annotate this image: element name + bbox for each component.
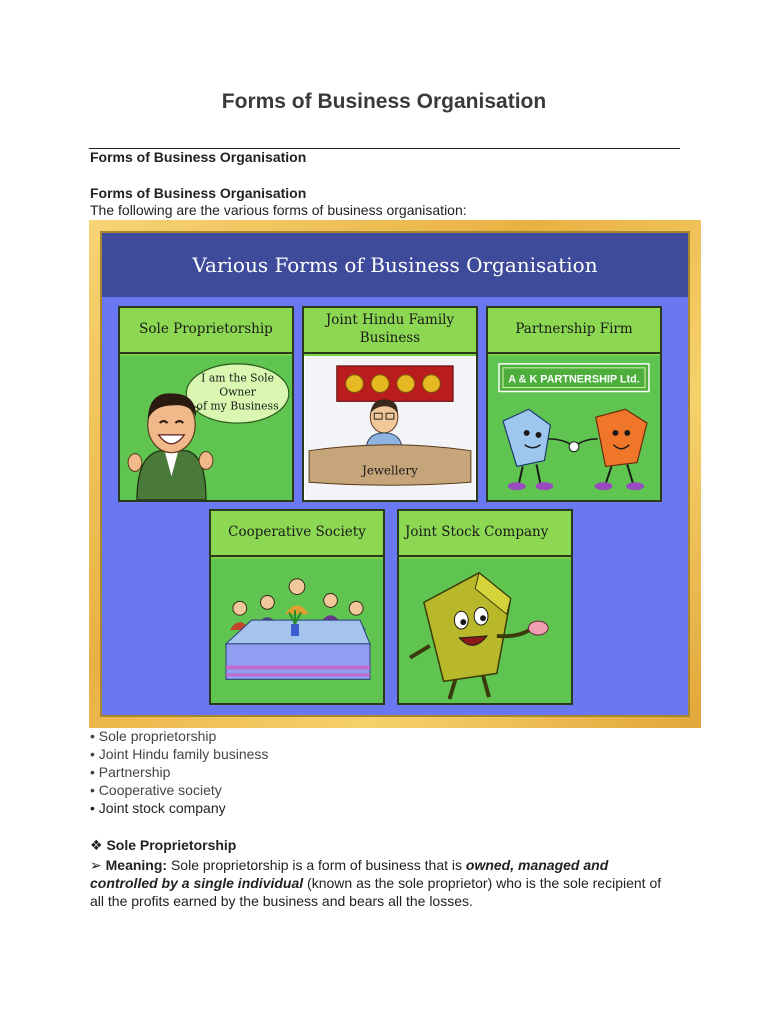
card-illustration [304,356,476,500]
speech-line-2: Owner [219,385,256,399]
card-title [304,308,476,354]
meaning-paragraph [90,856,670,910]
figure-frame [89,220,701,728]
handshake-illustration [488,356,660,500]
meaning-text-1: Sole proprietorship is a form of business that is [167,857,466,873]
meaning-emphasis: owned, managed and controlled by a single individual [90,857,609,891]
meeting-table-illustration [211,559,383,703]
card-title: Joint Stock Company [399,511,571,557]
card-partnership-firm [486,306,662,502]
speech-line-1: I am the Sole [201,371,274,385]
meaning-text-2: (known as the sole proprietor) who is the sole recipient of all the profits earned by the business and bears all the losses. [90,875,662,909]
list-item: • Sole proprietorship [90,728,217,744]
figure-board [100,231,690,717]
intro-text: The following are the various forms of business organisation: [90,202,467,218]
heading-secondary: Forms of Business Organisation [90,185,307,201]
card-illustration [488,356,660,500]
figure-banner-title: Various Forms of Business Organisation [102,233,688,297]
partnership-sign: A & K PARTNERSHIP Ltd. [508,373,640,386]
jewellery-shop-illustration [304,356,476,500]
list-item: • Joint stock company [90,800,226,816]
page-title: Forms of Business Organisation [221,90,547,113]
card-joint-stock-company [397,509,573,705]
counter-label: Jewellery [362,463,418,478]
heading-primary: Forms of Business Organisation [90,149,307,165]
card-title: Partnership Firm [488,308,660,354]
list-item: • Partnership [90,764,171,780]
meaning-label: Meaning: [105,857,168,873]
speech-line-3: of my Business [196,399,279,413]
forms-list [90,727,268,817]
card-sole-proprietorship [118,306,294,502]
card-title: Sole Proprietorship [120,308,292,354]
meaning-marker: ➢ [90,857,106,873]
list-item: • Joint Hindu family business [90,746,269,762]
card-illustration [120,356,292,500]
card-illustration [399,559,571,703]
card-title: Cooperative Society [211,511,383,557]
list-item: • Cooperative society [90,782,222,798]
card-cooperative-society [209,509,385,705]
smiling-man-illustration [120,356,292,500]
section-title: ❖ Sole Proprietorship [90,837,237,853]
card-joint-hindu-family [302,306,478,502]
cheerful-block-illustration [399,559,571,703]
card-illustration [211,559,383,703]
card-title-line-1: Joint Hindu Family [325,312,455,329]
card-title-line-2: Business [359,330,421,346]
